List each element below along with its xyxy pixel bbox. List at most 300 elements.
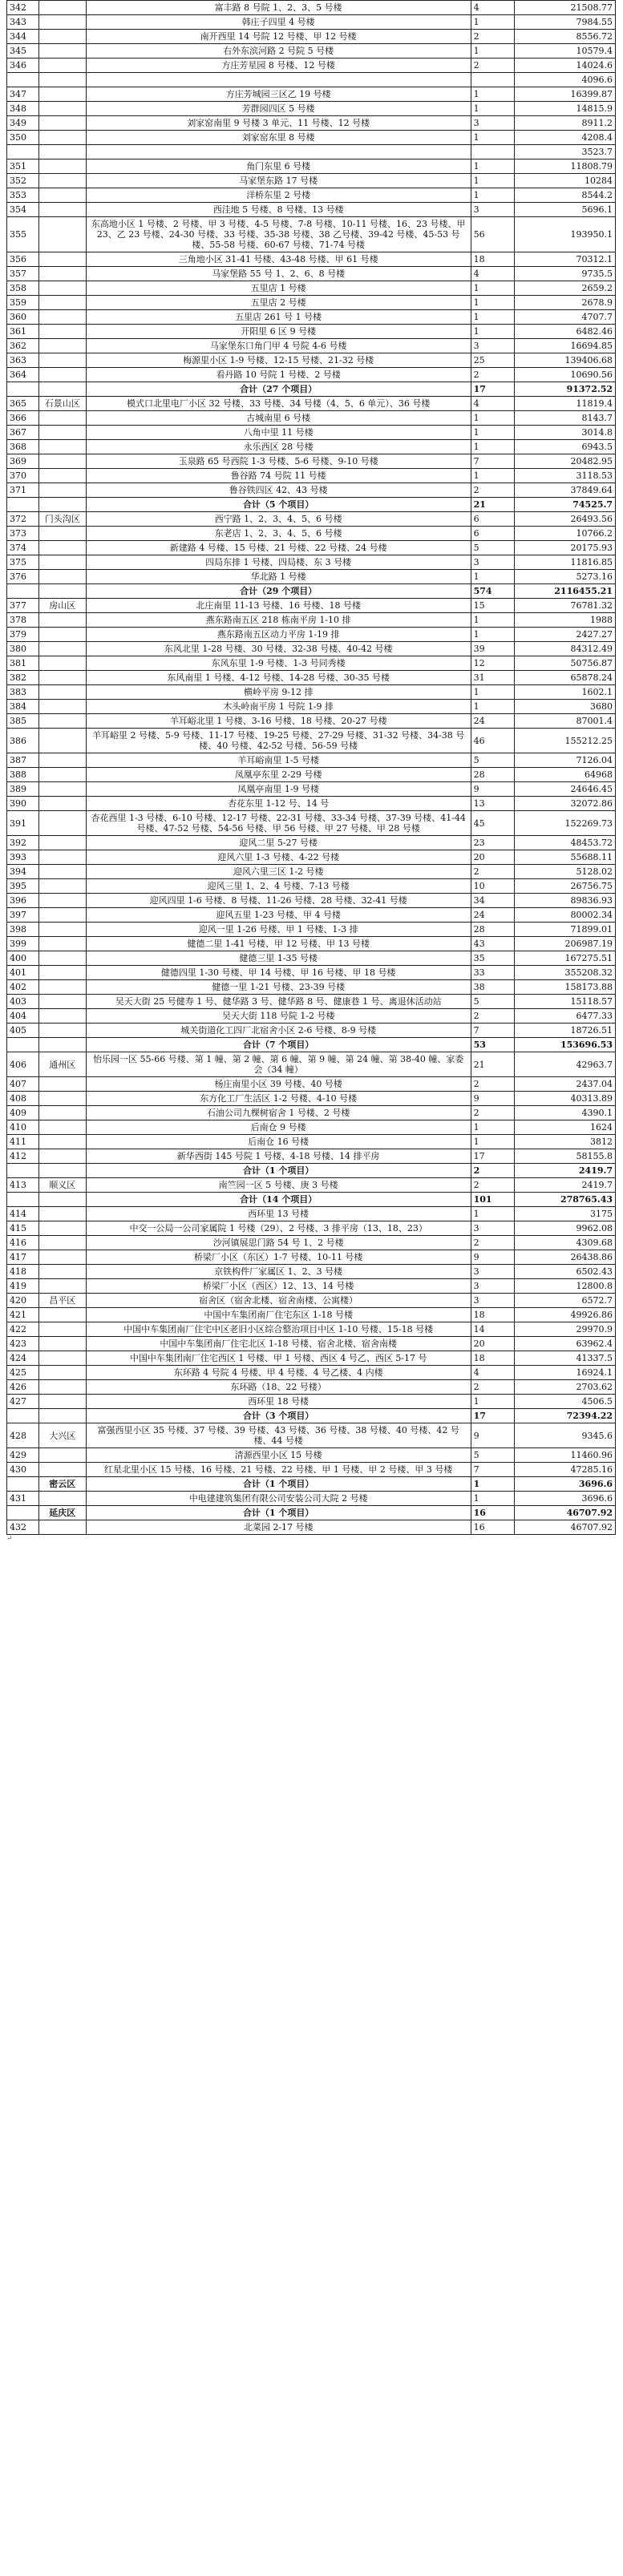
- row-number-text: 350: [10, 132, 26, 143]
- building-count: [471, 1207, 515, 1221]
- address-cell-text: 芳群园四区 5 号楼: [241, 103, 315, 114]
- building-count-text: 1: [473, 103, 479, 114]
- floor-area: [515, 584, 616, 599]
- row-number-text: 396: [10, 895, 26, 906]
- district-cell: [38, 797, 86, 811]
- floor-area: [515, 753, 616, 768]
- building-count: [471, 966, 515, 980]
- building-count: [471, 498, 515, 512]
- table-row: [7, 483, 616, 498]
- floor-area-text: 4506.5: [581, 1396, 613, 1407]
- floor-area: [515, 44, 616, 59]
- building-count-text: 2: [473, 485, 479, 495]
- row-number-text: 393: [10, 852, 26, 862]
- row-number: [7, 1052, 39, 1077]
- address-cell: [86, 1221, 471, 1236]
- table-row: [7, 729, 616, 753]
- district-cell: [38, 541, 86, 555]
- row-number-text: 379: [10, 629, 26, 640]
- district-cell-text: 密云区: [49, 1479, 76, 1489]
- building-count: [471, 1077, 515, 1092]
- district-cell: [38, 267, 86, 281]
- row-number: [7, 440, 39, 454]
- district-cell-text: 通州区: [49, 1059, 76, 1070]
- row-number: [7, 995, 39, 1009]
- row-number: [7, 1520, 39, 1535]
- row-number-text: 398: [10, 924, 26, 935]
- building-count: [471, 1448, 515, 1463]
- floor-area: [515, 797, 616, 811]
- building-count: [471, 879, 515, 894]
- floor-area-text: 26493.56: [570, 514, 613, 524]
- floor-area: [515, 325, 616, 339]
- address-cell: [86, 1135, 471, 1149]
- district-cell: [38, 1366, 86, 1380]
- address-cell: [86, 995, 471, 1009]
- row-number-text: 368: [10, 442, 26, 452]
- building-count-text: 7: [473, 1464, 479, 1475]
- row-number: [7, 1395, 39, 1409]
- building-count-text: 21: [473, 499, 486, 510]
- row-number-text: 383: [10, 687, 26, 697]
- address-cell-text: 迎风三里 1、2、4 号楼、7-13 号楼: [207, 881, 350, 891]
- address-cell-text: 八角中里 11 号楼: [243, 427, 314, 438]
- floor-area-text: 4390.1: [581, 1108, 613, 1118]
- district-cell: [38, 174, 86, 188]
- table-row: [7, 642, 616, 656]
- floor-area: [515, 642, 616, 656]
- address-cell: [86, 483, 471, 498]
- district-cell: [38, 700, 86, 714]
- table-row: [7, 159, 616, 174]
- address-cell: [86, 850, 471, 865]
- address-cell: [86, 1193, 471, 1207]
- floor-area: [515, 811, 616, 836]
- table-row: [7, 541, 616, 555]
- building-count: [471, 469, 515, 483]
- floor-area: [515, 1506, 616, 1520]
- floor-area: [515, 15, 616, 30]
- floor-area-text: 37849.64: [570, 485, 613, 495]
- district-cell: [38, 159, 86, 174]
- table-row: [7, 145, 616, 159]
- floor-area: [515, 440, 616, 454]
- floor-area: [515, 1250, 616, 1265]
- floor-area: [515, 483, 616, 498]
- row-number-text: 352: [10, 176, 26, 186]
- building-count-text: 1: [473, 427, 479, 438]
- district-cell: [38, 811, 86, 836]
- floor-area-text: 2116455.21: [554, 586, 613, 596]
- table-row: [7, 768, 616, 782]
- building-count-text: 38: [473, 982, 485, 992]
- district-cell: [38, 1463, 86, 1477]
- address-cell-text: 杨庄南里小区 39 号楼、40 号楼: [214, 1079, 342, 1089]
- row-number: [7, 1366, 39, 1380]
- row-number: [7, 753, 39, 768]
- district-cell: [38, 217, 86, 252]
- district-cell: [38, 1380, 86, 1395]
- address-cell: [86, 116, 471, 131]
- address-cell-text: 桥梁厂小区（东区）1-7 号楼、10-11 号楼: [193, 1252, 363, 1262]
- address-cell: [86, 1024, 471, 1038]
- address-cell-text: 石油公司九棵树宿舍 1 号楼、2 号楼: [206, 1108, 350, 1118]
- floor-area-text: 49926.86: [570, 1310, 613, 1320]
- floor-area-text: 12800.8: [576, 1281, 613, 1291]
- building-count-text: 1: [473, 687, 479, 697]
- building-count: [471, 1009, 515, 1024]
- address-cell-text: 中电建建筑集团有限公司安装公司大院 2 号楼: [188, 1493, 368, 1504]
- table-row: [7, 1135, 616, 1149]
- building-count: [471, 483, 515, 498]
- floor-area: [515, 1448, 616, 1463]
- floor-area-text: 3175: [590, 1209, 613, 1219]
- building-count: [471, 325, 515, 339]
- row-number: [7, 671, 39, 685]
- building-count-text: 1: [473, 312, 479, 322]
- floor-area: [515, 923, 616, 937]
- district-cell: [38, 1009, 86, 1024]
- address-cell-text: 西宁路 1、2、3、4、5、6 号楼: [214, 514, 342, 524]
- floor-area: [515, 1221, 616, 1236]
- address-cell-text: 东环路（18、22 号楼）: [230, 1382, 326, 1392]
- building-count-text: 28: [473, 769, 485, 780]
- building-count: [471, 797, 515, 811]
- floor-area: [515, 951, 616, 966]
- floor-area-text: 9345.6: [581, 1430, 613, 1441]
- floor-area: [515, 1463, 616, 1477]
- address-cell-text: 京铁构件厂家属区 1、2、3 号楼: [214, 1266, 343, 1277]
- row-number: [7, 1221, 39, 1236]
- building-count-text: 23: [473, 838, 485, 848]
- row-number-text: 417: [10, 1252, 26, 1262]
- district-cell: [38, 454, 86, 469]
- address-cell-text: 东方化工厂生活区 1-2 号楼、4-10 号楼: [200, 1093, 358, 1104]
- building-count-text: 6: [473, 514, 479, 524]
- building-count-text: 13: [473, 798, 485, 809]
- building-count: [471, 1492, 515, 1506]
- floor-area: [515, 937, 616, 951]
- row-number: [7, 1092, 39, 1106]
- row-number-text: 357: [10, 269, 26, 279]
- row-number: [7, 700, 39, 714]
- row-number-text: 349: [10, 118, 26, 128]
- table-row: [7, 325, 616, 339]
- table-row: [7, 203, 616, 217]
- floor-area-text: 46707.92: [570, 1522, 613, 1532]
- address-cell-text: 羊耳峪南里 1-5 号楼: [237, 755, 320, 765]
- floor-area: [515, 217, 616, 252]
- floor-area: [515, 671, 616, 685]
- building-count: [471, 923, 515, 937]
- floor-area: [515, 296, 616, 310]
- building-count-text: 1: [473, 1122, 479, 1133]
- row-number: [7, 1, 39, 15]
- building-count-text: 20: [473, 1338, 485, 1349]
- address-cell: [86, 1337, 471, 1351]
- building-count: [471, 782, 515, 797]
- subtotal-row: [7, 1477, 616, 1492]
- floor-area: [515, 1, 616, 15]
- district-cell: [38, 281, 86, 296]
- floor-area: [515, 1077, 616, 1092]
- row-number: [7, 527, 39, 541]
- address-cell-text: 合计（5 个项目）: [242, 499, 314, 510]
- district-cell: [38, 426, 86, 440]
- row-number-text: 346: [10, 60, 26, 71]
- floor-area: [515, 599, 616, 613]
- row-number-text: 387: [10, 755, 26, 765]
- district-cell: [38, 1024, 86, 1038]
- district-cell: [38, 1164, 86, 1178]
- table-row: [7, 59, 616, 73]
- row-number-text: 372: [10, 514, 26, 524]
- district-cell: [38, 656, 86, 671]
- floor-area: [515, 570, 616, 584]
- building-count: [471, 1236, 515, 1250]
- table-row: [7, 469, 616, 483]
- address-cell-text: 迎风四里 1-6 号楼、8 号楼、11-26 号楼、28 号楼、32-41 号楼: [149, 895, 407, 906]
- building-count: [471, 714, 515, 729]
- district-cell: [38, 1077, 86, 1092]
- row-number-text: 410: [10, 1122, 26, 1133]
- building-count: [471, 1409, 515, 1423]
- address-cell-text: 吴天大街 118 号院 1-2 号楼: [221, 1011, 335, 1021]
- floor-area-text: 32072.86: [570, 798, 613, 809]
- building-count-text: 2: [473, 1382, 479, 1392]
- district-cell: [38, 30, 86, 44]
- table-row: [7, 1423, 616, 1448]
- building-count: [471, 1052, 515, 1077]
- address-cell: [86, 131, 471, 145]
- district-cell: [38, 469, 86, 483]
- table-row: [7, 1322, 616, 1337]
- building-count: [471, 1506, 515, 1520]
- building-count: [471, 353, 515, 368]
- address-cell: [86, 87, 471, 102]
- district-cell: [38, 850, 86, 865]
- row-number: [7, 1250, 39, 1265]
- floor-area-text: 1602.1: [581, 687, 613, 697]
- address-cell-text: 方庄芳星园 8 号楼、12 号楼: [221, 60, 335, 71]
- district-cell: [38, 1409, 86, 1423]
- row-number-text: 342: [10, 2, 26, 13]
- district-cell: [38, 782, 86, 797]
- row-number: [7, 368, 39, 382]
- district-cell: [38, 937, 86, 951]
- district-cell: [38, 440, 86, 454]
- floor-area: [515, 1193, 616, 1207]
- floor-area-text: 6572.7: [581, 1295, 613, 1306]
- building-count-text: 39: [473, 644, 485, 654]
- row-number-text: 354: [10, 204, 26, 215]
- address-cell-text: 北菜园 2-17 号楼: [243, 1522, 314, 1532]
- district-cell: [38, 1423, 86, 1448]
- building-count: [471, 1423, 515, 1448]
- floor-area: [515, 145, 616, 159]
- address-cell-text: 合计（29 个项目）: [240, 586, 318, 596]
- building-count: [471, 1120, 515, 1135]
- address-cell: [86, 700, 471, 714]
- floor-area: [515, 131, 616, 145]
- building-count-text: 1: [473, 1396, 479, 1407]
- floor-area: [515, 1322, 616, 1337]
- row-number: [7, 1279, 39, 1294]
- address-cell: [86, 1236, 471, 1250]
- row-number: [7, 145, 39, 159]
- address-cell-text: 杏花东里 1-12 号、14 号: [228, 798, 330, 809]
- floor-area: [515, 1395, 616, 1409]
- row-number: [7, 894, 39, 908]
- floor-area-text: 2419.7: [578, 1165, 613, 1176]
- row-number-text: 386: [10, 735, 26, 746]
- row-number-text: 420: [10, 1295, 26, 1306]
- address-cell-text: 西洼地 5 号楼、8 号楼、13 号楼: [212, 204, 344, 215]
- floor-area-text: 41337.5: [576, 1353, 613, 1363]
- address-cell: [86, 541, 471, 555]
- row-number: [7, 217, 39, 252]
- row-number-text: 389: [10, 784, 26, 794]
- address-cell-text: 东风南里 1 号楼、4-12 号楼、14-28 号楼、30-35 号楼: [167, 672, 390, 683]
- address-cell: [86, 570, 471, 584]
- address-cell: [86, 811, 471, 836]
- row-number-text: 381: [10, 658, 26, 668]
- district-cell: [38, 87, 86, 102]
- table-row: [7, 252, 616, 267]
- building-count: [471, 555, 515, 570]
- floor-area-text: 16924.1: [576, 1367, 613, 1378]
- district-cell-text: 石景山区: [44, 398, 80, 409]
- building-count-text: 1: [473, 413, 479, 423]
- district-cell: [38, 1221, 86, 1236]
- building-count-text: 1: [473, 629, 479, 640]
- row-number: [7, 656, 39, 671]
- row-number: [7, 951, 39, 966]
- row-number-text: 384: [10, 701, 26, 712]
- address-cell: [86, 102, 471, 116]
- address-cell: [86, 1149, 471, 1164]
- project-table-body: [7, 1, 616, 1535]
- building-count-text: 1: [473, 326, 479, 337]
- building-count: [471, 454, 515, 469]
- building-count: [471, 30, 515, 44]
- district-cell: [38, 59, 86, 73]
- floor-area-text: 26756.75: [570, 881, 613, 891]
- building-count-text: 9: [473, 1252, 479, 1262]
- table-row: [7, 1395, 616, 1409]
- building-count: [471, 382, 515, 397]
- building-count: [471, 1221, 515, 1236]
- table-row: [7, 15, 616, 30]
- row-number: [7, 102, 39, 116]
- address-cell: [86, 1164, 471, 1178]
- district-cell-text: 昌平区: [49, 1295, 76, 1306]
- row-number: [7, 570, 39, 584]
- address-cell: [86, 865, 471, 879]
- row-number-text: 397: [10, 910, 26, 920]
- address-cell-text: 吴天大街 25 号健寿 1 号、健华路 3 号、健华路 8 号、健康巷 1 号、离退休活动站: [115, 996, 442, 1007]
- building-count: [471, 1024, 515, 1038]
- floor-area-text: 2703.62: [576, 1382, 613, 1392]
- table-row: [7, 1250, 616, 1265]
- district-cell: [38, 1120, 86, 1135]
- district-cell: [38, 1265, 86, 1279]
- floor-area: [515, 1380, 616, 1395]
- district-cell: [38, 1322, 86, 1337]
- address-cell: [86, 1463, 471, 1477]
- address-cell-text: 凤凰亭南里 1-9 号楼: [237, 784, 320, 794]
- building-count-text: 33: [473, 967, 485, 978]
- row-number: [7, 325, 39, 339]
- row-number-text: 356: [10, 254, 26, 264]
- address-cell: [86, 267, 471, 281]
- district-cell: [38, 1448, 86, 1463]
- row-number: [7, 1380, 39, 1395]
- address-cell-text: 南开西里 14 号院 12 号楼、甲 12 号楼: [200, 31, 357, 42]
- floor-area-text: 16399.87: [570, 89, 613, 99]
- address-cell: [86, 671, 471, 685]
- building-count: [471, 729, 515, 753]
- district-cell: [38, 1135, 86, 1149]
- row-number-text: 371: [10, 485, 26, 495]
- floor-area: [515, 628, 616, 642]
- table-row: [7, 353, 616, 368]
- table-row: [7, 1221, 616, 1236]
- row-number-text: 431: [10, 1493, 26, 1504]
- building-count-text: 1: [473, 615, 479, 625]
- row-number-text: 400: [10, 953, 26, 963]
- building-count: [471, 768, 515, 782]
- building-count: [471, 628, 515, 642]
- row-number-text: 402: [10, 982, 26, 992]
- floor-area-text: 4309.68: [576, 1238, 613, 1248]
- building-count: [471, 1178, 515, 1193]
- row-number: [7, 188, 39, 203]
- floor-area: [515, 397, 616, 411]
- district-cell: [38, 1038, 86, 1052]
- floor-area-text: 1988: [590, 615, 613, 625]
- building-count: [471, 411, 515, 426]
- table-row: [7, 894, 616, 908]
- district-cell: [38, 599, 86, 613]
- district-cell: [38, 411, 86, 426]
- floor-area: [515, 1409, 616, 1423]
- floor-area: [515, 555, 616, 570]
- row-number-text: 388: [10, 769, 26, 780]
- building-count-text: 2: [473, 1238, 479, 1248]
- row-number: [7, 966, 39, 980]
- row-number: [7, 642, 39, 656]
- district-cell: [38, 1178, 86, 1193]
- address-cell-text: 开阳里 6 区 9 号楼: [241, 326, 317, 337]
- address-cell-text: 迎风六里三区 1-2 号楼: [233, 866, 324, 877]
- table-row: [7, 1009, 616, 1024]
- address-cell: [86, 339, 471, 353]
- row-number-text: 414: [10, 1209, 26, 1219]
- address-cell-text: 西环里 18 号楼: [248, 1396, 309, 1407]
- table-row: [7, 613, 616, 628]
- address-cell: [86, 59, 471, 73]
- floor-area: [515, 1294, 616, 1308]
- table-row: [7, 1077, 616, 1092]
- district-cell: [38, 879, 86, 894]
- address-cell-text: 合计（3 个项目）: [242, 1411, 314, 1421]
- building-count-text: 1: [473, 1137, 479, 1147]
- floor-area: [515, 995, 616, 1009]
- row-number: [7, 483, 39, 498]
- building-count: [471, 1294, 515, 1308]
- floor-area: [515, 368, 616, 382]
